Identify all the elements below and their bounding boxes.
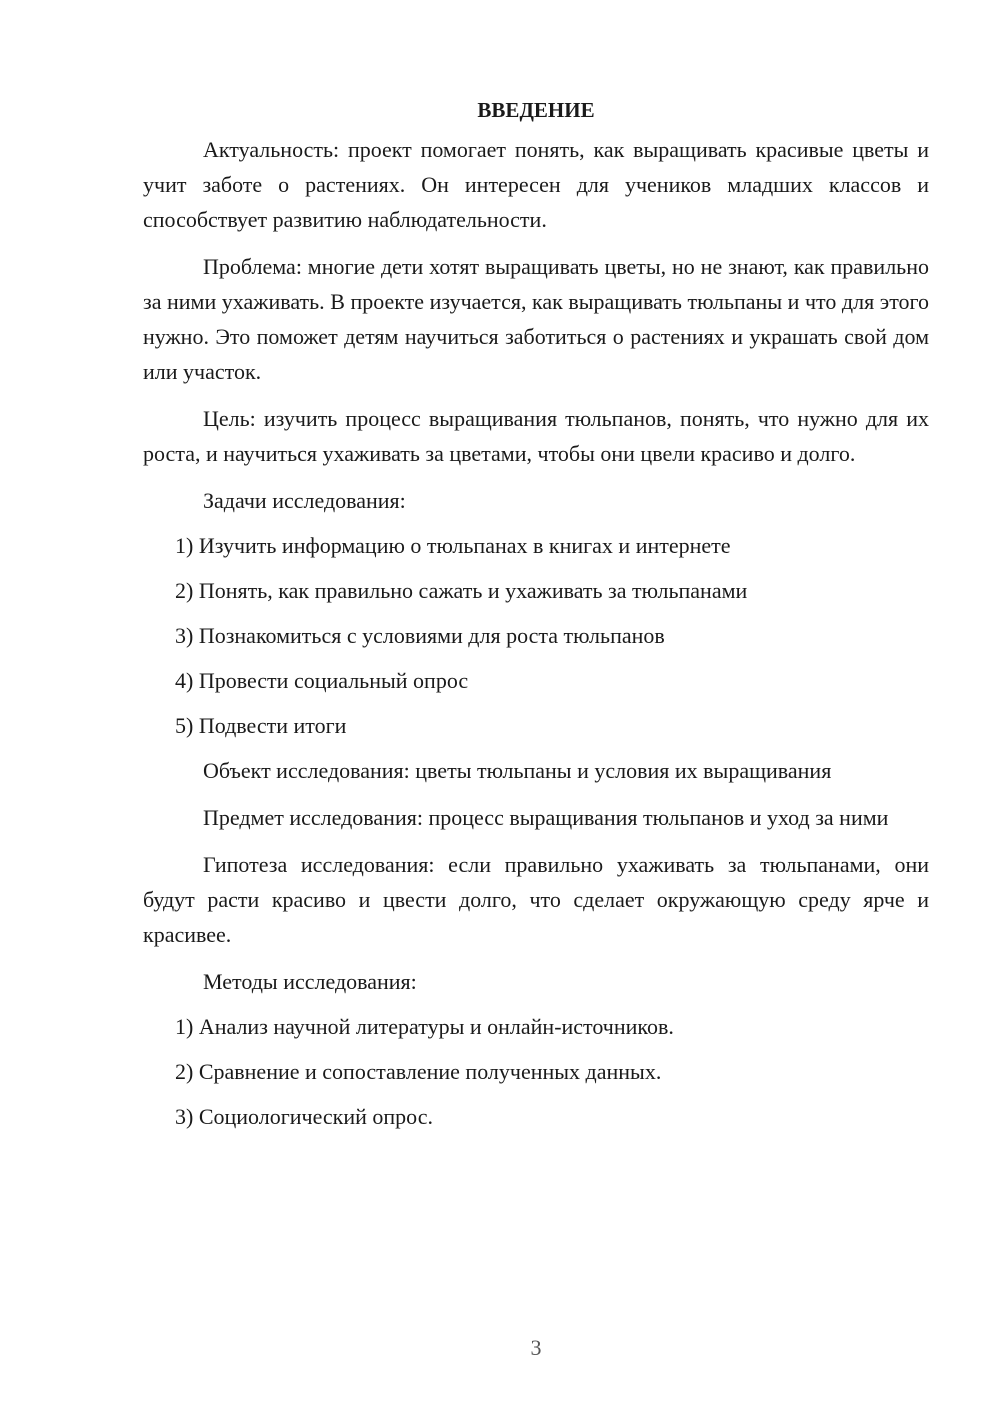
object-paragraph: Объект исследования: цветы тюльпаны и условия их выращивания: [203, 758, 832, 783]
method-item: 2) Сравнение и сопоставление полученных данных.: [175, 1059, 662, 1084]
methods-heading: Методы исследования:: [203, 969, 417, 994]
task-item: 2) Понять, как правильно сажать и ухаживать за тюльпанами: [175, 578, 748, 603]
page-title: ВВЕДЕНИЕ: [477, 98, 595, 122]
page-number: 3: [530, 1335, 542, 1360]
method-item: 1) Анализ научной литературы и онлайн-источников.: [175, 1014, 674, 1039]
problem-paragraph: Проблема: многие дети хотят выращивать цветы, но не знают, как правильно за ними ухаживать. В проекте изучается, как выращивать тюльпаны и что для этого нужно. Это поможет детям научиться заботиться о растениях и украшать свой дом или участок.: [143, 254, 929, 384]
hypothesis-paragraph: Гипотеза исследования: если правильно ухаживать за тюльпанами, они будут расти красиво и цвести долго, что сделает окружающую среду ярче и красивее.: [143, 852, 929, 947]
task-item: 1) Изучить информацию о тюльпанах в книгах и интернете: [175, 533, 731, 558]
methods-list: [143, 1009, 929, 1134]
task-item: 5) Подвести итоги: [175, 713, 347, 738]
task-item: 3) Познакомиться с условиями для роста тюльпанов: [175, 623, 665, 648]
task-item: 4) Провести социальный опрос: [175, 668, 469, 693]
subject-paragraph: Предмет исследования: процесс выращивания тюльпанов и уход за ними: [203, 805, 889, 830]
relevance-paragraph: Актуальность: проект помогает понять, как выращивать красивые цветы и учит заботе о растениях. Он интересен для учеников младших классов и способствует развитию наблюдательности.: [143, 137, 929, 232]
tasks-heading: Задачи исследования:: [203, 488, 406, 513]
method-item: 3) Социологический опрос.: [175, 1104, 433, 1129]
tasks-list: [143, 528, 929, 743]
goal-paragraph: Цель: изучить процесс выращивания тюльпанов, понять, что нужно для их роста, и научиться ухаживать за цветами, чтобы они цвели красиво и долго.: [143, 406, 929, 466]
page-content: [143, 96, 929, 1144]
